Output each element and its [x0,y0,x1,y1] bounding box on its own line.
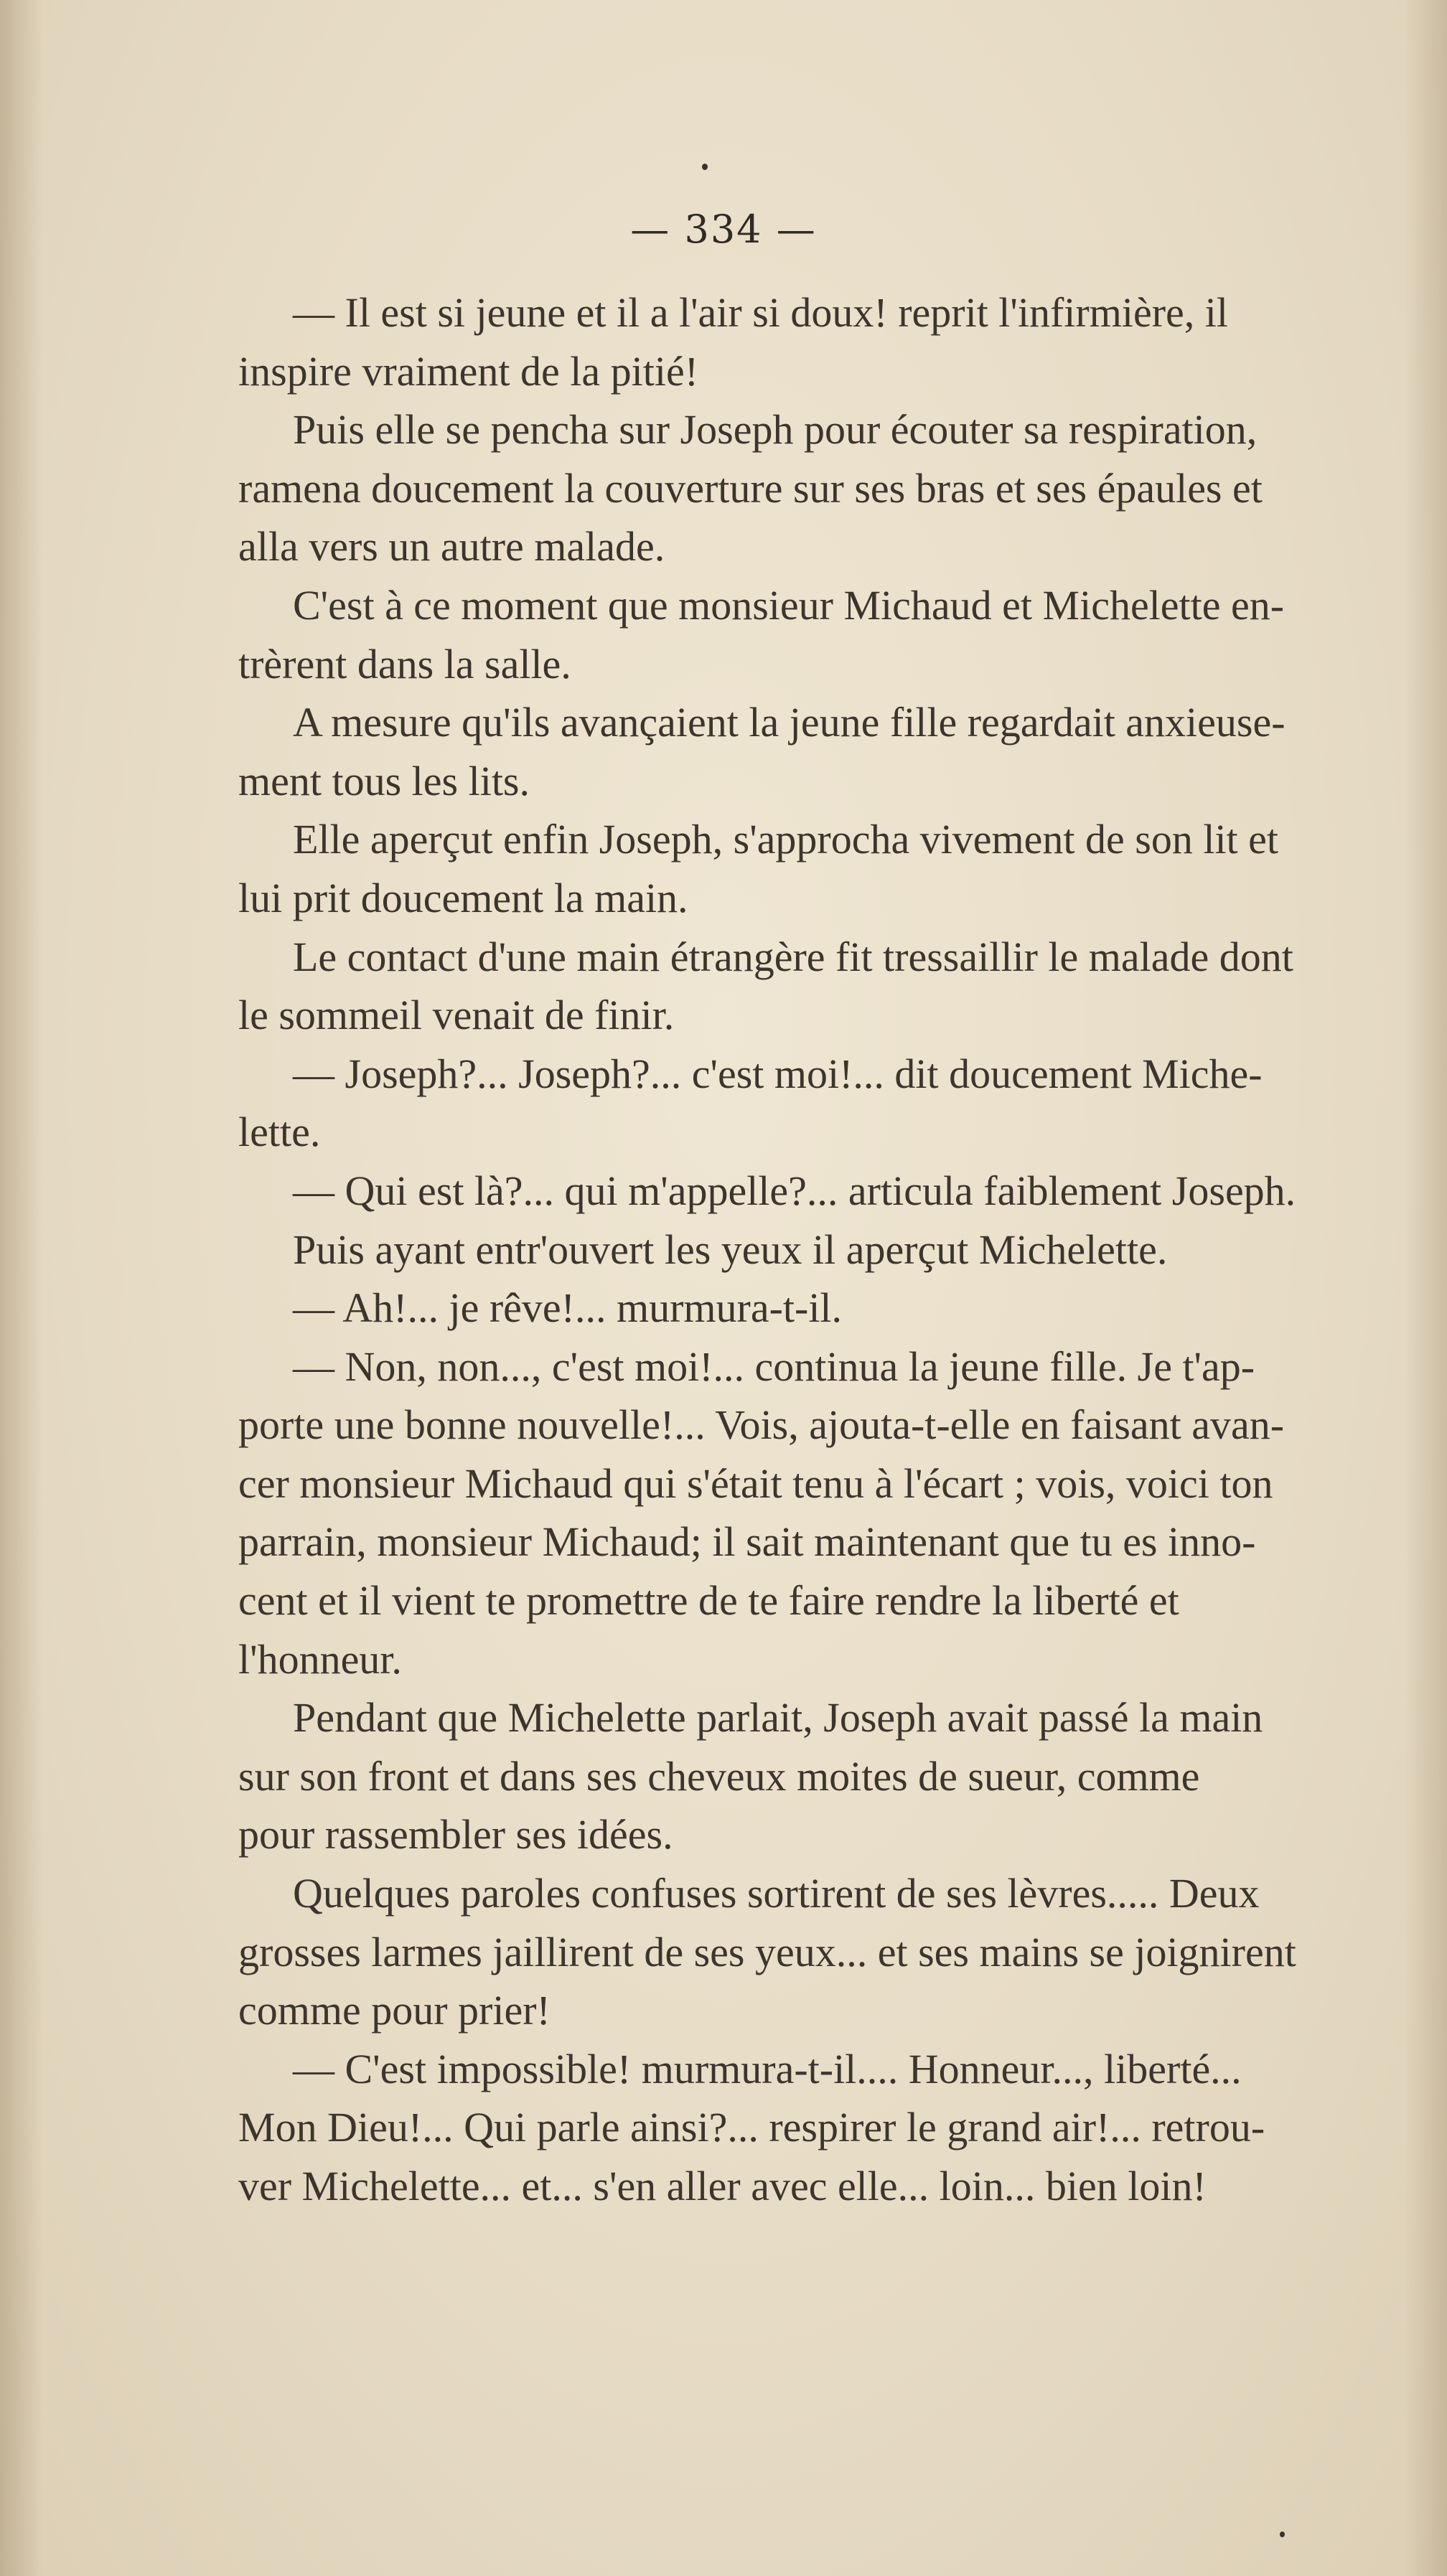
text-line: Elle aperçut enfin Joseph, s'approcha vivement de son lit et [293,816,1279,863]
text-line: sur son front et dans ses cheveux moites de sueur, comme [238,1752,1200,1800]
text-line: grosses larmes jaillirent de ses yeux... et ses mains se joignirent [238,1928,1296,1975]
text-line: — Qui est là?... qui m'appelle?... articula faiblement Joseph. [293,1167,1296,1214]
text-line: le sommeil venait de finir. [238,992,675,1039]
text-line: Mon Dieu!... Qui parle ainsi?... respirer le grand air!... retrou- [238,2104,1265,2151]
text-line: — Ah!... je rêve!... murmura-t-il. [293,1284,843,1332]
text-line: pour rassembler ses idées. [238,1811,673,1858]
text-line: porte une bonne nouvelle!... Vois, ajouta-t-elle en faisant avan- [238,1401,1285,1449]
text-line: Puis ayant entr'ouvert les yeux il aperçut Michelette. [293,1226,1168,1273]
text-line: comme pour prier! [238,1987,551,2034]
ink-speck [1280,2532,1285,2537]
text-line: A mesure qu'ils avançaient la jeune fille regardait anxieuse- [293,699,1286,746]
text-line: ment tous les lits. [238,757,530,804]
text-line: Le contact d'une main étrangère fit tressaillir le malade dont [293,933,1293,980]
text-line: lette. [238,1109,321,1156]
page-edge-shadow-left [0,0,43,2576]
text-line: — Il est si jeune et il a l'air si doux! reprit l'infirmière, il [293,289,1228,336]
text-line: alla vers un autre malade. [238,523,665,570]
text-line: — C'est impossible! murmura-t-il.... Honneur..., liberté... [293,2045,1242,2092]
text-line: ver Michelette... et... s'en aller avec elle... loin... bien loin! [238,2163,1207,2209]
text-line: parrain, monsieur Michaud; il sait maintenant que tu es inno- [238,1518,1256,1566]
text-line: inspire vraiment de la pitié! [238,347,699,395]
text-line: — Joseph?... Joseph?... c'est moi!... dit doucement Miche- [293,1050,1263,1097]
text-line: ramena doucement la couverture sur ses bras et ses épaules et [238,464,1263,512]
text-line: C'est à ce moment que monsieur Michaud et Michelette en- [293,581,1285,629]
page-number-header: — 334 — [630,207,817,252]
text-line: cer monsieur Michaud qui s'était tenu à l'écart ; vois, voici ton [238,1459,1273,1507]
text-line: — Non, non..., c'est moi!... continua la jeune fille. Je t'ap- [293,1343,1255,1390]
text-line: lui prit doucement la main. [238,874,688,921]
body-text [238,283,1441,2216]
text-line: Quelques paroles confuses sortirent de ses lèvres..... Deux [293,1870,1260,1917]
text-line: l'honneur. [238,1635,402,1683]
text-line: Pendant que Michelette parlait, Joseph avait passé la main [293,1694,1263,1741]
text-line: Puis elle se pencha sur Joseph pour écouter sa respiration, [293,406,1258,453]
text-line: trèrent dans la salle. [238,640,571,687]
text-line: cent et il vient te promettre de te faire rendre la liberté et [238,1577,1179,1625]
ink-speck [702,164,708,170]
